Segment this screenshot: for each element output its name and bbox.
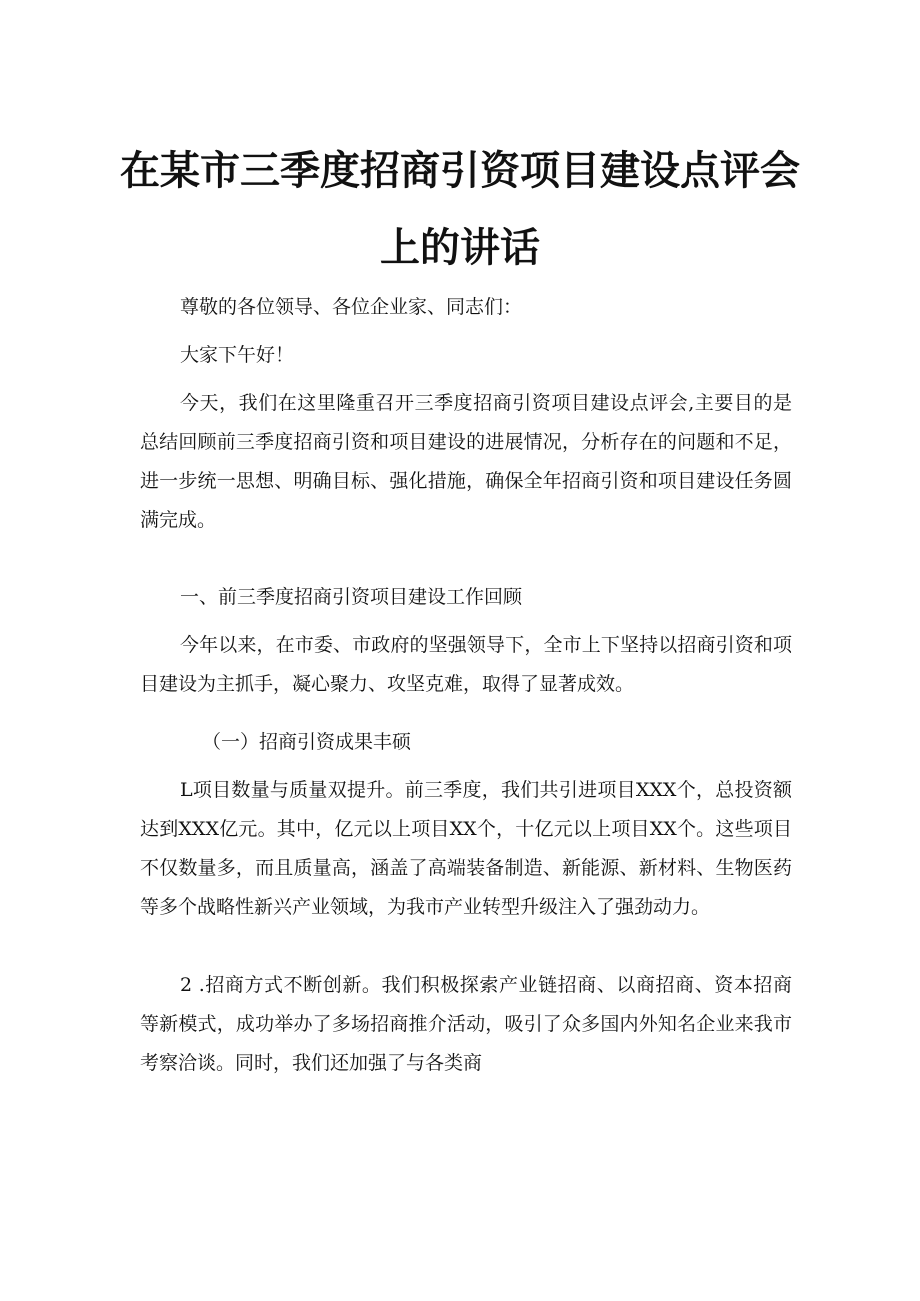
section-heading-1: 一、前三季度招商引资项目建设工作回顾 (180, 586, 523, 608)
paragraph-point-1: L项目数量与质量双提升。前三季度，我们共引进项目XXX个，总投资额达到XXX亿元。其中，亿元以上项目XX个，十亿元以上项目XX个。这些项目不仅数量多，而且质量高，涵盖了高端装备制造、新能源、新材料、生物医药等多个战略性新兴产业领域，为我市产业转型升级注入了强劲动力。 (140, 779, 792, 918)
subsection-heading-1: （一）招商引资成果丰硕 (202, 731, 412, 753)
document-title-line-2: 上的讲话 (380, 225, 540, 271)
greeting: 大家下午好！ (180, 344, 295, 366)
salutation: 尊敬的各位领导、各位企业家、同志们： (180, 296, 523, 318)
paragraph-intro: 今天，我们在这里隆重召开三季度招商引资项目建设点评会,主要目的是总结回顾前三季度招商引资和项目建设的进展情况，分析存在的问题和不足，进一步统一思想、明确目标、强化措施，确保全年招商引资和项目建设任务圆满完成。 (140, 392, 792, 531)
paragraph-overview: 今年以来，在市委、市政府的坚强领导下，全市上下坚持以招商引资和项目建设为主抓手，凝心聚力、攻坚克难，取得了显著成效。 (140, 634, 792, 695)
paragraph-point-2: 2 .招商方式不断创新。我们积极探索产业链招商、以商招商、资本招商等新模式，成功举办了多场招商推介活动，吸引了众多国内外知名企业来我市考察洽谈。同时，我们还加强了与各类商 (140, 974, 792, 1074)
document-title-line-1: 在某市三季度招商引资项目建设点评会 (120, 148, 800, 194)
